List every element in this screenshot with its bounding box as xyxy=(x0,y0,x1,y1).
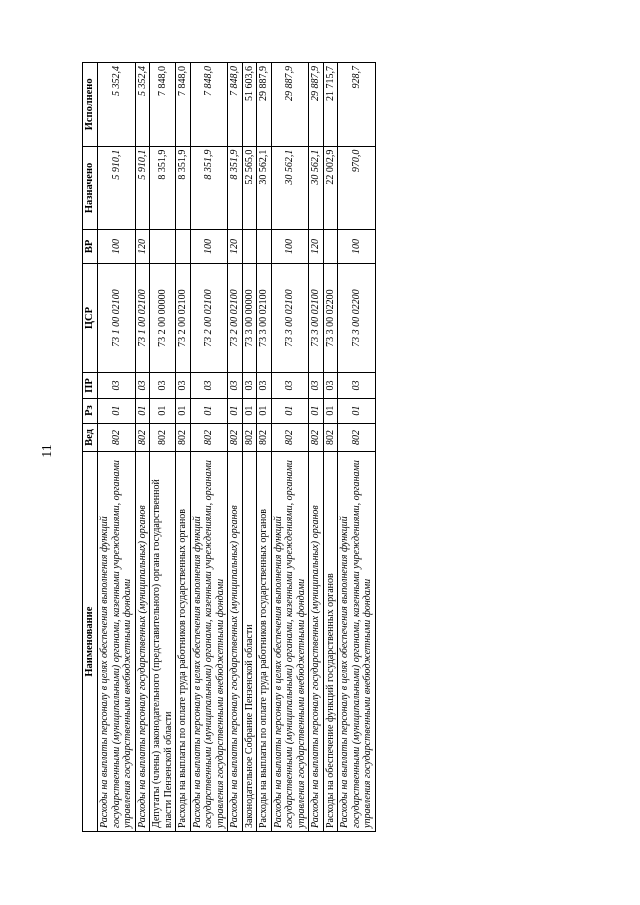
cell-assigned: 8 351,9 xyxy=(190,146,228,230)
table-row xyxy=(98,63,136,832)
cell-assigned: 52 565,0 xyxy=(242,146,257,230)
header-name: Наименование xyxy=(83,452,98,832)
cell-pr: 03 xyxy=(242,373,257,398)
cell-executed: 7 848,0 xyxy=(190,63,228,147)
cell-executed: 7 848,0 xyxy=(176,63,191,147)
cell-pr: 03 xyxy=(338,373,376,398)
table-body xyxy=(98,63,376,832)
cell-name: Расходы на выплаты по оплате труда работников государственных органов xyxy=(176,452,191,832)
cell-assigned: 30 562,1 xyxy=(271,146,309,230)
cell-rz: 01 xyxy=(323,398,338,423)
cell-vr: 100 xyxy=(190,230,228,263)
budget-table xyxy=(82,62,376,832)
cell-pr: 03 xyxy=(150,373,176,398)
cell-vr xyxy=(150,230,176,263)
table-row xyxy=(228,63,243,832)
cell-rz: 01 xyxy=(190,398,228,423)
table-row xyxy=(257,63,272,832)
cell-assigned: 8 351,9 xyxy=(228,146,243,230)
cell-ved: 802 xyxy=(176,423,191,452)
cell-ved: 802 xyxy=(150,423,176,452)
cell-vr: 120 xyxy=(135,230,150,263)
cell-csr: 73 1 00 02100 xyxy=(135,263,150,373)
cell-vr xyxy=(176,230,191,263)
cell-executed: 29 887,9 xyxy=(257,63,272,147)
cell-name: Расходы на выплаты персоналу государственных (муниципальных) органов xyxy=(309,452,324,832)
cell-assigned: 970,0 xyxy=(338,146,376,230)
table-row xyxy=(190,63,228,832)
cell-ved: 802 xyxy=(190,423,228,452)
cell-pr: 03 xyxy=(271,373,309,398)
cell-csr: 73 2 00 02100 xyxy=(228,263,243,373)
cell-ved: 802 xyxy=(323,423,338,452)
cell-rz: 01 xyxy=(242,398,257,423)
cell-name: Расходы на выплаты персоналу в целях обеспечения выполнения функций государственными (муниципальными) органами, казенными учреждениями, органами управления государственными внебюджетными фондами xyxy=(190,452,228,832)
header-assigned: Назначено xyxy=(83,146,98,230)
cell-csr: 73 3 00 02100 xyxy=(309,263,324,373)
cell-vr: 120 xyxy=(228,230,243,263)
cell-vr xyxy=(323,230,338,263)
cell-csr: 73 1 00 02100 xyxy=(98,263,136,373)
cell-pr: 03 xyxy=(228,373,243,398)
cell-name: Расходы на выплаты персоналу государственных (муниципальных) органов xyxy=(135,452,150,832)
cell-ved: 802 xyxy=(98,423,136,452)
table-row xyxy=(338,63,376,832)
cell-rz: 01 xyxy=(98,398,136,423)
cell-csr: 73 3 00 00000 xyxy=(242,263,257,373)
cell-rz: 01 xyxy=(228,398,243,423)
cell-pr: 03 xyxy=(98,373,136,398)
cell-assigned: 5 910,1 xyxy=(98,146,136,230)
cell-name: Расходы на выплаты персоналу в целях обеспечения выполнения функций государственными (муниципальными) органами, казенными учреждениями, органами управления государственными внебюджетными фондами xyxy=(338,452,376,832)
header-rz: Рз xyxy=(83,398,98,423)
page-number: 11 xyxy=(40,444,55,458)
cell-executed: 29 887,9 xyxy=(271,63,309,147)
cell-executed: 21 715,7 xyxy=(323,63,338,147)
table-row xyxy=(176,63,191,832)
cell-ved: 802 xyxy=(271,423,309,452)
cell-vr xyxy=(257,230,272,263)
table-row xyxy=(309,63,324,832)
cell-rz: 01 xyxy=(257,398,272,423)
header-vr: ВР xyxy=(83,230,98,263)
cell-csr: 73 3 00 02200 xyxy=(338,263,376,373)
header-pr: ПР xyxy=(83,373,98,398)
cell-name: Депутаты (члены) законодательного (представительного) органа государственной власти Пензенской области xyxy=(150,452,176,832)
cell-rz: 01 xyxy=(176,398,191,423)
header-ved: Вед xyxy=(83,423,98,452)
cell-rz: 01 xyxy=(271,398,309,423)
cell-rz: 01 xyxy=(309,398,324,423)
cell-rz: 01 xyxy=(338,398,376,423)
cell-executed: 5 352,4 xyxy=(98,63,136,147)
cell-ved: 802 xyxy=(309,423,324,452)
cell-csr: 73 3 00 02100 xyxy=(257,263,272,373)
cell-vr: 100 xyxy=(271,230,309,263)
cell-ved: 802 xyxy=(228,423,243,452)
cell-csr: 73 2 00 00000 xyxy=(150,263,176,373)
cell-assigned: 30 562,1 xyxy=(257,146,272,230)
cell-csr: 73 2 00 02100 xyxy=(190,263,228,373)
cell-assigned: 30 562,1 xyxy=(309,146,324,230)
cell-executed: 5 352,4 xyxy=(135,63,150,147)
cell-pr: 03 xyxy=(257,373,272,398)
cell-executed: 29 887,9 xyxy=(309,63,324,147)
header-executed: Исполнено xyxy=(83,63,98,147)
cell-assigned: 5 910,1 xyxy=(135,146,150,230)
cell-vr xyxy=(242,230,257,263)
cell-csr: 73 3 00 02200 xyxy=(323,263,338,373)
cell-name: Расходы на выплаты персоналу в целях обеспечения выполнения функций государственными (муниципальными) органами, казенными учреждениями, органами управления государственными внебюджетными фондами xyxy=(271,452,309,832)
cell-assigned: 8 351,9 xyxy=(150,146,176,230)
table-header-row xyxy=(83,63,98,832)
cell-executed: 51 603,6 xyxy=(242,63,257,147)
rotated-table-container xyxy=(82,62,376,832)
cell-name: Расходы на обеспечение функций государственных органов xyxy=(323,452,338,832)
cell-executed: 7 848,0 xyxy=(228,63,243,147)
cell-name: Законодательное Собрание Пензенской области xyxy=(242,452,257,832)
cell-executed: 7 848,0 xyxy=(150,63,176,147)
cell-ved: 802 xyxy=(135,423,150,452)
cell-rz: 01 xyxy=(150,398,176,423)
cell-vr: 120 xyxy=(309,230,324,263)
table-row xyxy=(135,63,150,832)
cell-csr: 73 3 00 02100 xyxy=(271,263,309,373)
cell-ved: 802 xyxy=(257,423,272,452)
cell-pr: 03 xyxy=(323,373,338,398)
table-row xyxy=(150,63,176,832)
cell-assigned: 22 002,9 xyxy=(323,146,338,230)
cell-ved: 802 xyxy=(338,423,376,452)
cell-pr: 03 xyxy=(190,373,228,398)
cell-name: Расходы на выплаты персоналу в целях обеспечения выполнения функций государственными (муниципальными) органами, казенными учреждениями, органами управления государственными внебюджетными фондами xyxy=(98,452,136,832)
cell-pr: 03 xyxy=(135,373,150,398)
header-csr: ЦСР xyxy=(83,263,98,373)
cell-vr: 100 xyxy=(338,230,376,263)
table-row xyxy=(271,63,309,832)
cell-ved: 802 xyxy=(242,423,257,452)
cell-rz: 01 xyxy=(135,398,150,423)
table-row xyxy=(323,63,338,832)
cell-assigned: 8 351,9 xyxy=(176,146,191,230)
cell-pr: 03 xyxy=(309,373,324,398)
cell-name: Расходы на выплаты персоналу государственных (муниципальных) органов xyxy=(228,452,243,832)
table-row xyxy=(242,63,257,832)
cell-executed: 928,7 xyxy=(338,63,376,147)
cell-name: Расходы на выплаты по оплате труда работников государственных органов xyxy=(257,452,272,832)
cell-pr: 03 xyxy=(176,373,191,398)
cell-vr: 100 xyxy=(98,230,136,263)
cell-csr: 73 2 00 02100 xyxy=(176,263,191,373)
